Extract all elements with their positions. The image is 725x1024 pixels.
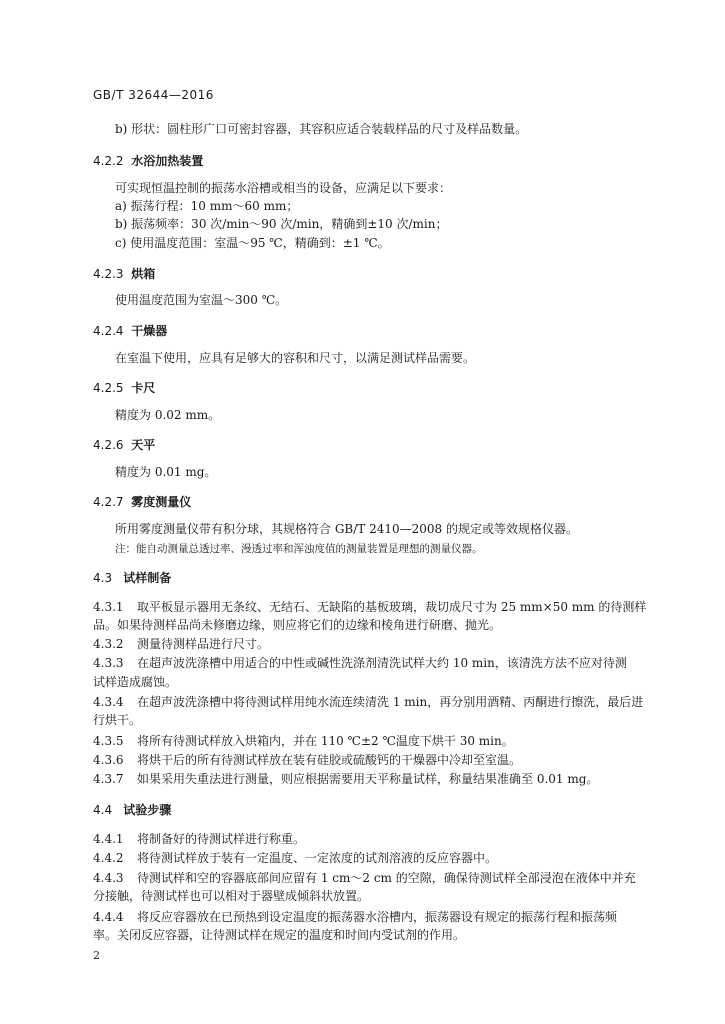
clause-4-3-7 bbox=[93, 771, 598, 787]
standard-code-header: GB/T 32644—2016 bbox=[93, 88, 214, 102]
section-title: 烘箱 bbox=[131, 267, 156, 281]
paragraph: 可实现恒温控制的振荡水浴槽或相当的设备，应满足以下要求： bbox=[115, 181, 452, 195]
section-title: 水浴加热装置 bbox=[131, 154, 204, 168]
section-number: 4.2.7 bbox=[93, 495, 124, 509]
clause-text: 在超声波洗涤槽中用适合的中性或碱性洗涤剂清洗试样大约 10 min，该清洗方法不应对待测 bbox=[137, 656, 627, 670]
section-number: 4.3 bbox=[93, 571, 113, 585]
clause-text: 将所有待测试样放入烘箱内，并在 110 ℃±2 ℃温度下烘干 30 min。 bbox=[137, 734, 514, 748]
clause-text: 将待测试样放于装有一定温度、一定浓度的试剂溶液的反应容器中。 bbox=[137, 851, 498, 865]
clause-4-4-3 bbox=[93, 870, 636, 886]
paragraph: 使用温度范围为室温～300 ℃。 bbox=[115, 293, 288, 307]
clause-number: 4.3.6 bbox=[93, 753, 124, 767]
section-heading-4-2-4 bbox=[93, 322, 167, 339]
clause-number: 4.4.3 bbox=[93, 871, 124, 885]
clause-4-4-4 bbox=[93, 909, 617, 925]
paragraph: 在室温下使用，应具有足够大的容积和尺寸，以满足测试样品需要。 bbox=[115, 351, 476, 365]
page-number: 2 bbox=[93, 949, 100, 962]
paragraph: 精度为 0.02 mm。 bbox=[115, 408, 221, 422]
section-number: 4.2.2 bbox=[93, 154, 124, 168]
list-item: b) 振荡频率：30 次/min～90 次/min，精确到±10 次/min； bbox=[115, 217, 448, 231]
paragraph: 精度为 0.01 mg。 bbox=[115, 465, 217, 479]
clause-number: 4.3.2 bbox=[93, 637, 124, 651]
section-number: 4.2.6 bbox=[93, 438, 124, 452]
clause-text: 如果采用失重法进行测量，则应根据需要用天平称量试样，称量结果准确至 0.01 mg。 bbox=[137, 772, 599, 786]
section-title: 试验步骤 bbox=[123, 803, 172, 817]
section-title: 试样制备 bbox=[123, 571, 172, 585]
clause-4-3-4 bbox=[93, 694, 643, 710]
section-number: 4.4 bbox=[93, 803, 113, 817]
clause-text: 待测试样和空的容器底部间应留有 1 cm～2 cm 的空隙，确保待测试样全部浸泡在液体中并充 bbox=[137, 871, 636, 885]
list-item: a) 振荡行程：10 mm～60 mm； bbox=[115, 199, 299, 213]
section-number: 4.2.3 bbox=[93, 267, 124, 281]
section-heading-4-2-5 bbox=[93, 379, 155, 396]
section-heading-4-2-6 bbox=[93, 436, 155, 453]
clause-continuation: 率。关闭反应容器，让待测试样在规定的温度和时间内受试剂的作用。 bbox=[93, 928, 466, 942]
clause-text: 将反应容器放在已预热到设定温度的振荡器水浴槽内，振荡器设有规定的振荡行程和振荡频 bbox=[137, 910, 618, 924]
clause-4-3-5 bbox=[93, 733, 514, 749]
clause-4-3-6 bbox=[93, 752, 521, 768]
clause-number: 4.4.2 bbox=[93, 851, 124, 865]
list-item: c) 使用温度范围：室温～95 ℃，精确到：±1 ℃。 bbox=[115, 236, 390, 250]
paragraph: 所用雾度测量仪带有积分球，其规格符合 GB/T 2410—2008 的规定或等效规格仪器。 bbox=[115, 522, 578, 536]
clause-text: 取平板显示器用无条纹、无结石、无缺陷的基板玻璃，裁切成尺寸为 25 mm×50 mm 的待测样 bbox=[137, 600, 647, 614]
section-heading-4-2-3 bbox=[93, 265, 155, 282]
note: 注：能自动测量总透过率、漫透过率和浑浊度值的测量装置是理想的测量仪器。 bbox=[115, 543, 483, 555]
clause-number: 4.3.4 bbox=[93, 695, 124, 709]
clause-number: 4.4.4 bbox=[93, 910, 124, 924]
clause-number: 4.3.5 bbox=[93, 734, 124, 748]
list-item-b-shape: b) 形状：圆柱形广口可密封容器，其容积应适合装载样品的尺寸及样品数量。 bbox=[115, 122, 528, 136]
section-title: 天平 bbox=[131, 438, 156, 452]
clause-4-4-1 bbox=[93, 831, 305, 847]
section-title: 卡尺 bbox=[131, 381, 156, 395]
clause-number: 4.4.1 bbox=[93, 832, 124, 846]
clause-number: 4.3.7 bbox=[93, 772, 124, 786]
section-heading-4-2-7 bbox=[93, 493, 191, 510]
clause-continuation: 行烘干。 bbox=[93, 713, 142, 727]
clause-4-3-1 bbox=[93, 599, 646, 615]
clause-text: 在超声波洗涤槽中将待测试样用纯水流连续清洗 1 min，再分别用酒精、丙酮进行擦洗，最后进 bbox=[137, 695, 644, 709]
clause-number: 4.3.1 bbox=[93, 600, 124, 614]
section-title: 雾度测量仪 bbox=[131, 495, 192, 509]
section-heading-4-4 bbox=[93, 801, 171, 818]
clause-continuation: 试样造成腐蚀。 bbox=[93, 675, 178, 689]
clause-continuation: 品。如果待测样品尚未修磨边缘，则应将它们的边缘和棱角进行研磨、抛光。 bbox=[93, 618, 502, 632]
clause-continuation: 分接触，待测试样也可以相对于器壁成倾斜状放置。 bbox=[93, 889, 370, 903]
section-heading-4-3 bbox=[93, 569, 171, 586]
section-heading-4-2-2 bbox=[93, 152, 203, 169]
clause-text: 将烘干后的所有待测试样放在装有硅胶或硫酸钙的干燥器中冷却至室温。 bbox=[137, 753, 522, 767]
clause-number: 4.3.3 bbox=[93, 656, 124, 670]
clause-4-3-2 bbox=[93, 636, 269, 652]
clause-4-3-3 bbox=[93, 655, 627, 671]
section-number: 4.2.4 bbox=[93, 324, 124, 338]
clause-text: 测量待测样品进行尺寸。 bbox=[137, 637, 270, 651]
clause-text: 将制备好的待测试样进行称重。 bbox=[137, 832, 306, 846]
clause-4-4-2 bbox=[93, 850, 497, 866]
section-number: 4.2.5 bbox=[93, 381, 124, 395]
section-title: 干燥器 bbox=[131, 324, 168, 338]
